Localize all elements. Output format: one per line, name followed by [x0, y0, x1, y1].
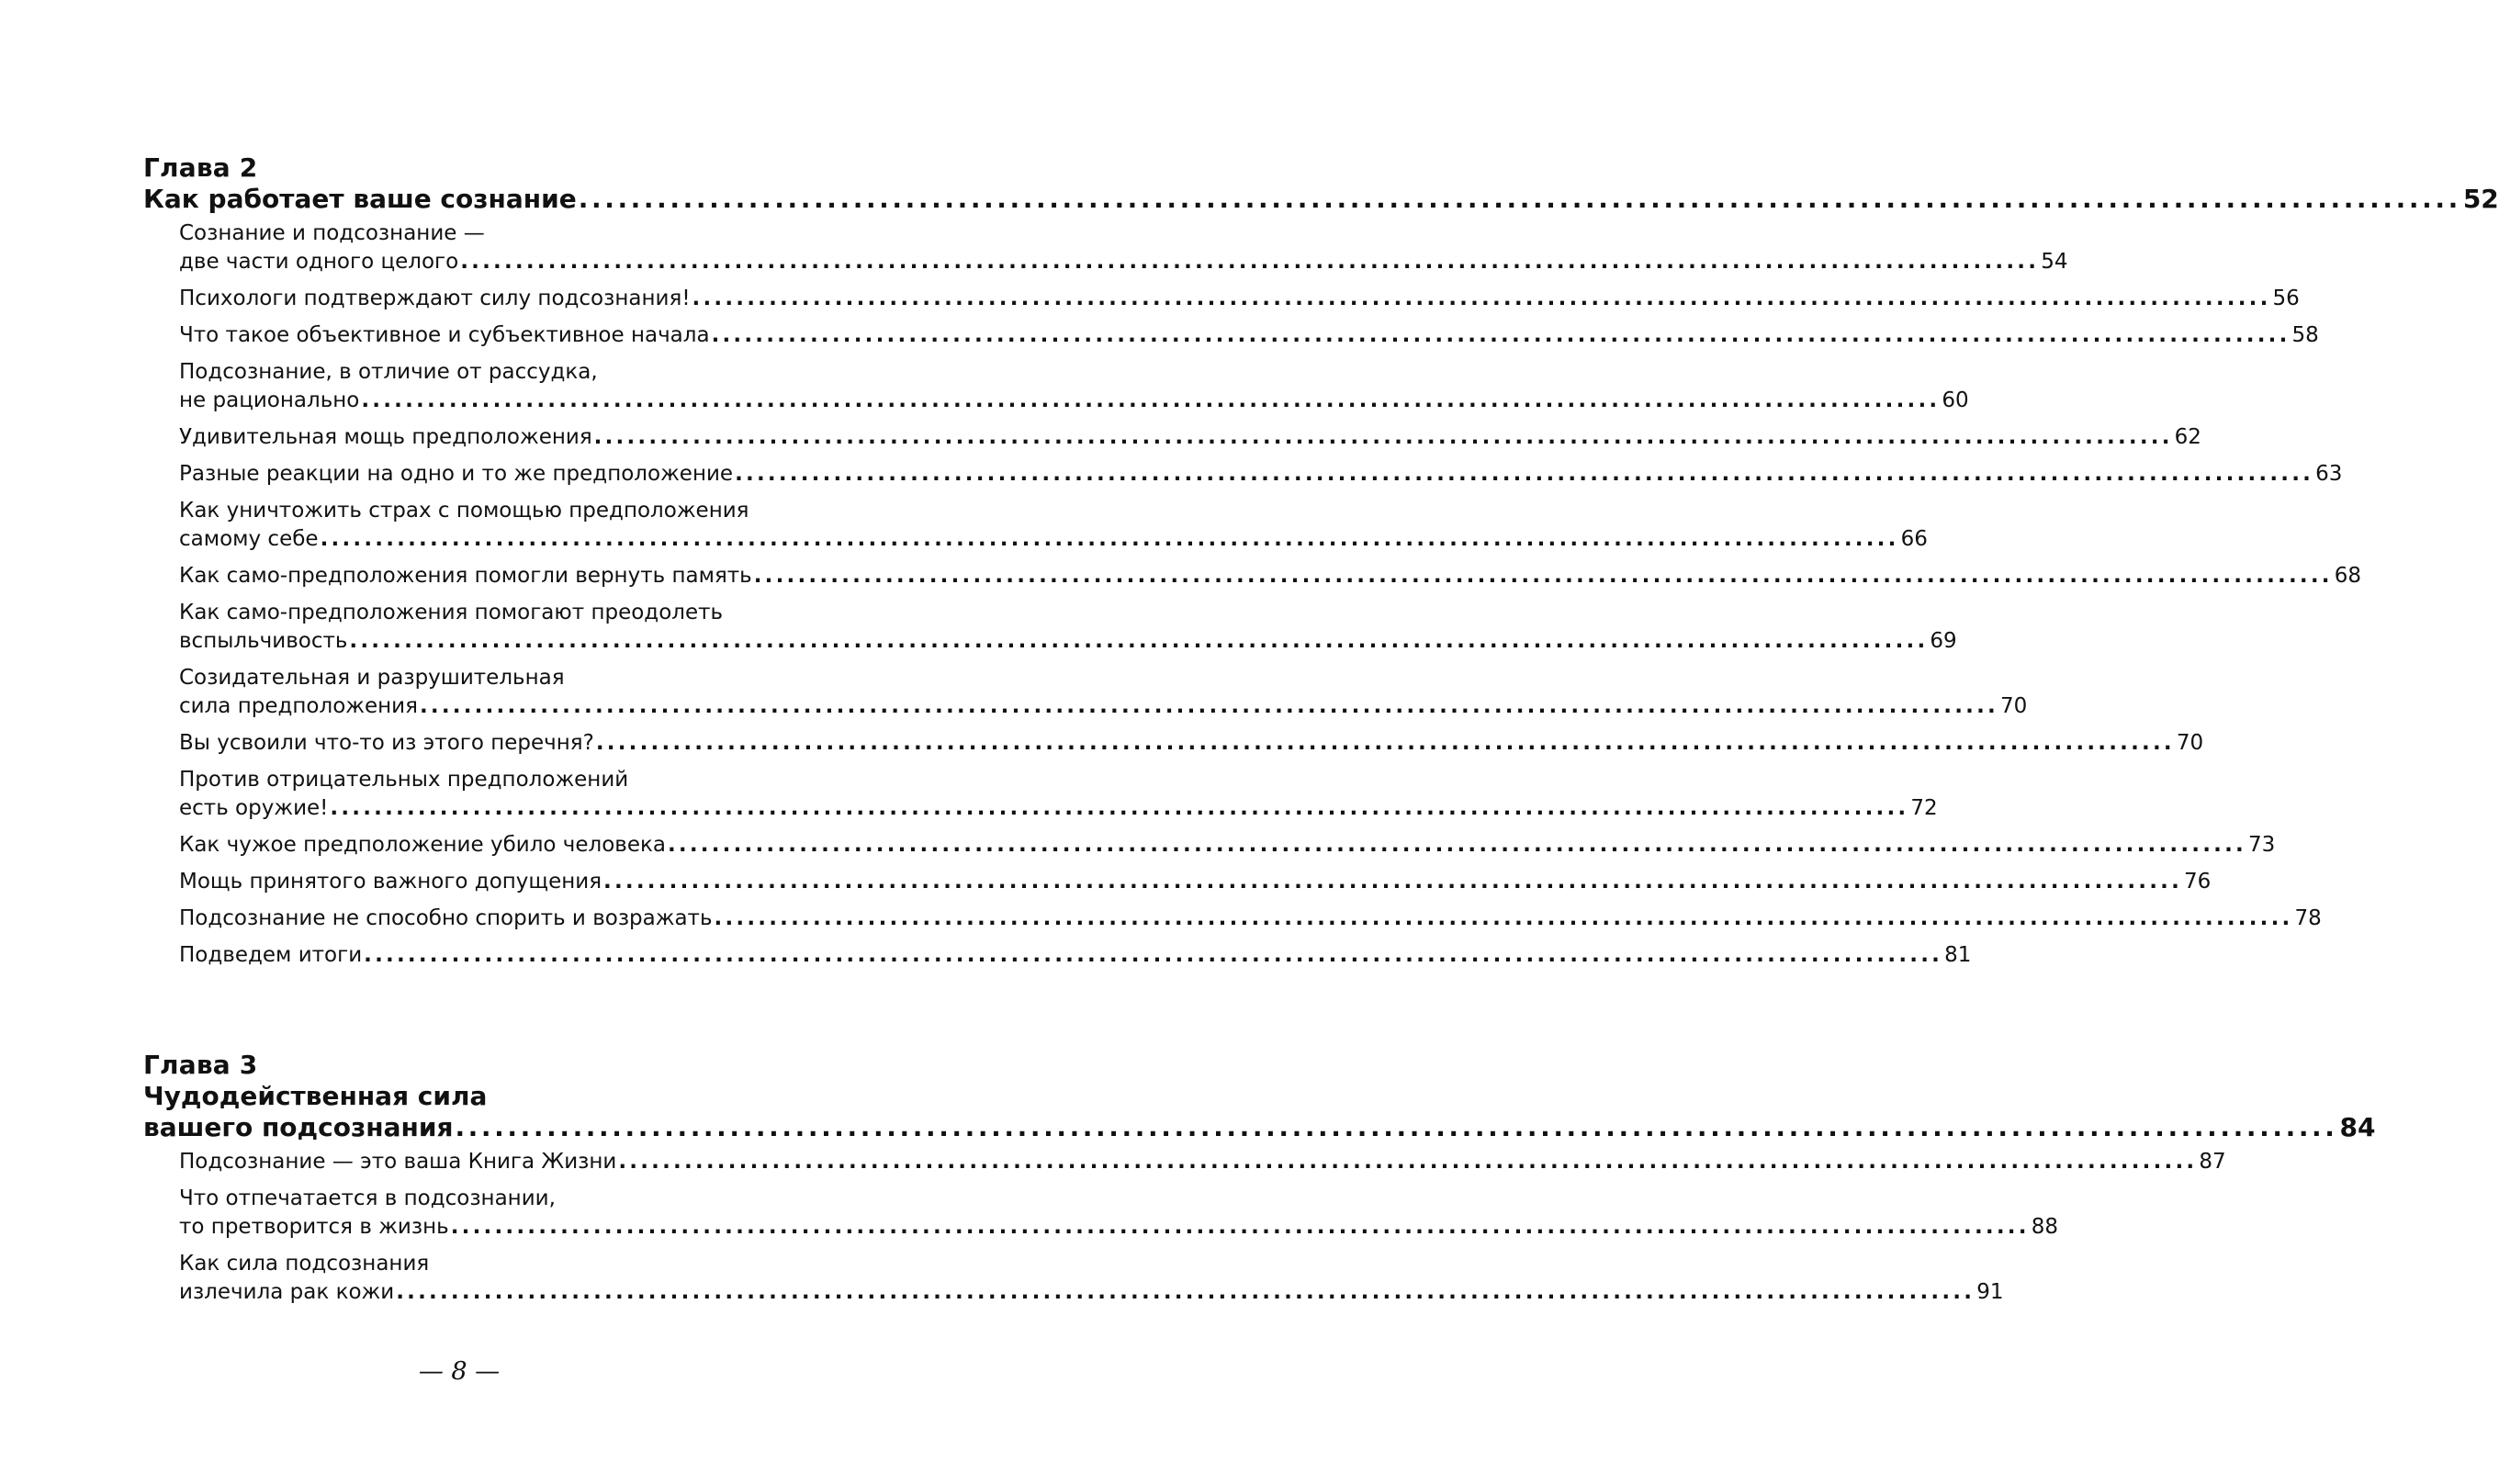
- chapter-label: Глава 3: [143, 1050, 258, 1080]
- page-ref: 73: [2247, 833, 2276, 857]
- toc-entry-line: Против отрицательных предположений: [179, 768, 629, 792]
- dot-leader: [594, 425, 2173, 449]
- toc-entry: [179, 460, 2343, 489]
- toc-entry-text: две части одного целого: [179, 250, 459, 274]
- page-ref: 62: [2174, 425, 2201, 449]
- toc-entry-line: [179, 831, 2276, 860]
- toc-entry-text: Вы усвоили что-то из этого перечня?: [179, 731, 594, 755]
- toc-entry-text: вспыльчивость: [179, 629, 348, 653]
- toc-entry-line: [179, 387, 1969, 415]
- dot-leader: [349, 629, 1928, 653]
- chapter-title-text: вашего подсознания: [143, 1112, 454, 1142]
- toc-entry-line: [179, 1213, 2058, 1242]
- toc-entry: [179, 562, 2361, 590]
- page-ref: 81: [1944, 943, 1972, 967]
- toc-entry-line: Что отпечатается в подсознании,: [179, 1186, 556, 1210]
- toc-entry-text: сила предположения: [179, 694, 418, 718]
- toc-entry-text: Подсознание — это ваша Книга Жизни: [179, 1150, 617, 1174]
- toc-entry: [179, 905, 2322, 933]
- dot-leader: [603, 870, 2182, 894]
- page-ref: 56: [2272, 287, 2300, 310]
- dot-leader: [712, 323, 2291, 347]
- toc-entry-text: Психологи подтверждают силу подсознания!: [179, 287, 691, 310]
- toc-entry-line: [179, 460, 2343, 489]
- page-ref: 66: [1900, 527, 1928, 551]
- dot-leader: [364, 943, 1942, 967]
- toc-entry-line: Подсознание, в отличие от рассудка,: [179, 360, 598, 384]
- chapter-title: [143, 184, 2499, 215]
- toc-entry-text: самому себе: [179, 527, 319, 551]
- toc-entry-line: [179, 248, 2068, 276]
- dot-leader: [321, 527, 1899, 551]
- toc-entry-line: [179, 729, 2204, 758]
- page-ref: 84: [2339, 1112, 2376, 1142]
- toc-entry-text: то претворится в жизнь: [179, 1215, 449, 1239]
- toc-entry: [179, 219, 2068, 276]
- toc-entry: [179, 321, 2319, 350]
- toc-entry-line: [179, 868, 2212, 896]
- toc-entry: [179, 1185, 2058, 1242]
- toc-entry: [179, 423, 2201, 452]
- page-ref: 54: [2041, 250, 2068, 274]
- dot-leader: [330, 796, 1908, 820]
- toc-entry-line: [179, 1148, 2226, 1176]
- dot-leader: [715, 906, 2293, 930]
- page-ref: 72: [1910, 796, 1938, 820]
- toc-entry-text: излечила рак кожи: [179, 1280, 395, 1304]
- page-ref: 87: [2199, 1150, 2226, 1174]
- chapter-label: Глава 2: [143, 152, 258, 183]
- toc-entry: [179, 729, 2204, 758]
- page-ref: 70: [1999, 694, 2028, 718]
- page-ref: 69: [1930, 629, 1957, 653]
- dot-leader: [735, 462, 2313, 486]
- toc-entry: [179, 831, 2276, 860]
- page-ref: 52: [2462, 184, 2499, 214]
- dot-leader: [420, 694, 1998, 718]
- toc-entries: [179, 1148, 2226, 1307]
- page-ref: 78: [2294, 906, 2322, 930]
- toc-entry: [179, 285, 2300, 313]
- toc-entry-text: не рационально: [179, 388, 360, 412]
- toc-entry-text: есть оружие!: [179, 796, 329, 820]
- toc-entry-line: [179, 692, 2028, 721]
- toc-entry: [179, 941, 1972, 970]
- toc-entry-text: Подведем итоги: [179, 943, 363, 967]
- toc-entry: [179, 358, 1969, 415]
- toc-entry: [179, 497, 1928, 554]
- chapter-title-line: [143, 1112, 2376, 1143]
- dot-leader: [396, 1280, 1975, 1304]
- page-ref: 63: [2315, 462, 2343, 486]
- toc-entry-line: [179, 627, 1957, 656]
- toc-entry-text: Что такое объективное и субъективное начала: [179, 323, 710, 347]
- toc-entry: [179, 1148, 2226, 1176]
- toc-entry-line: Как сила подсознания: [179, 1252, 430, 1276]
- page-ref: 58: [2291, 323, 2319, 347]
- toc-entry-line: Созидательная и разрушительная: [179, 666, 565, 690]
- toc-entry-line: [179, 562, 2361, 590]
- dot-leader: [618, 1150, 2197, 1174]
- dot-leader: [668, 833, 2246, 857]
- chapter-title-line: Чудодейственная сила: [143, 1081, 488, 1111]
- toc-entry-line: [179, 285, 2300, 313]
- dot-leader: [361, 388, 1940, 412]
- toc-entry: [179, 766, 1938, 823]
- toc-entry-line: [179, 794, 1938, 823]
- toc-entry-line: [179, 423, 2201, 452]
- toc-entry: [179, 868, 2212, 896]
- toc-entry-line: [179, 941, 1972, 970]
- toc-entry-line: Сознание и подсознание —: [179, 221, 485, 245]
- dot-leader: [596, 731, 2175, 755]
- dot-leader: [754, 564, 2333, 588]
- toc-chapter-2: [143, 152, 2499, 978]
- toc-entry-line: [179, 321, 2319, 350]
- page-ref: 91: [1976, 1280, 2004, 1304]
- toc-entry-text: Как чужое предположение убило человека: [179, 833, 666, 857]
- dot-leader: [451, 1215, 2030, 1239]
- chapter-title-text: Как работает ваше сознание: [143, 184, 577, 214]
- toc-chapter-3: [143, 1050, 2376, 1315]
- toc-entry-line: [179, 525, 1928, 554]
- dot-leader: [692, 287, 2271, 310]
- toc-entry: [179, 599, 1957, 656]
- toc-entry-line: [179, 905, 2322, 933]
- toc-entry-text: Как само-предположения помогли вернуть память: [179, 564, 752, 588]
- toc-entry-line: [179, 1278, 2004, 1307]
- page-ref: 76: [2184, 870, 2212, 894]
- page-ref: 88: [2031, 1215, 2058, 1239]
- toc-entry: [179, 1250, 2004, 1307]
- toc-entry-text: Удивительная мощь предположения: [179, 425, 592, 449]
- dot-leader: [455, 1112, 2337, 1142]
- page-number: — 8 —: [418, 1357, 501, 1386]
- chapter-title-line: [143, 184, 2499, 215]
- page-ref: 70: [2176, 731, 2204, 755]
- dot-leader: [579, 184, 2461, 214]
- page-ref: 68: [2334, 564, 2361, 588]
- toc-entry-line: Как само-предположения помогают преодолеть: [179, 601, 724, 624]
- toc-entries: [179, 219, 2361, 970]
- toc-entry-text: Мощь принятого важного допущения: [179, 870, 602, 894]
- page-ref: 60: [1942, 388, 1969, 412]
- toc-entry: [179, 664, 2028, 721]
- toc-entry-line: Как уничтожить страх с помощью предположения: [179, 499, 749, 523]
- toc-entry-text: Разные реакции на одно и то же предположение: [179, 462, 734, 486]
- toc-entry-text: Подсознание не способно спорить и возражать: [179, 906, 713, 930]
- dot-leader: [460, 250, 2039, 274]
- chapter-title: [143, 1081, 2376, 1143]
